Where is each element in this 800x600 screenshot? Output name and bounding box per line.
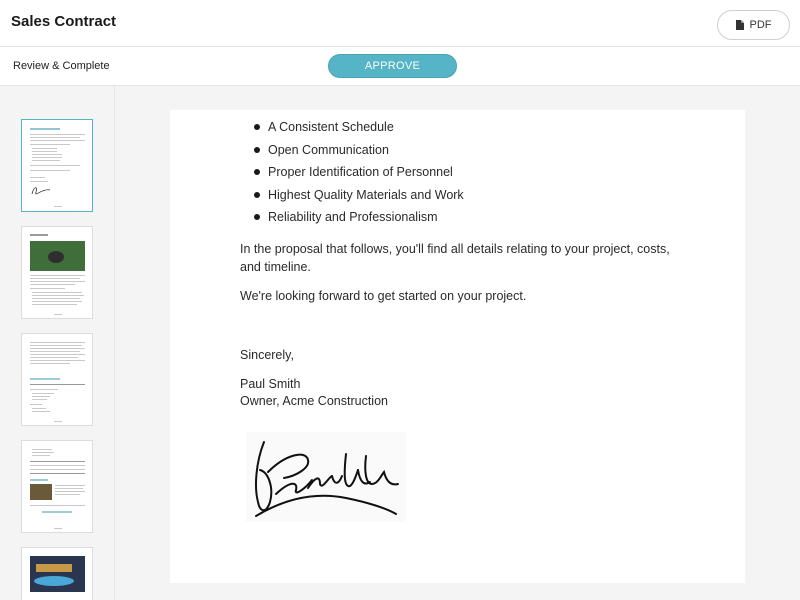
step-label: Review & Complete xyxy=(13,60,110,72)
list-item: Highest Quality Materials and Work xyxy=(240,184,464,207)
list-item: A Consistent Schedule xyxy=(240,116,464,139)
document-viewer[interactable] xyxy=(115,86,800,600)
page-thumbnail-1[interactable] xyxy=(21,119,93,212)
signature-thumbnail-icon xyxy=(30,184,52,196)
list-item: Open Communication xyxy=(240,139,464,162)
approve-button[interactable]: APPROVE xyxy=(328,54,457,78)
commitments-list xyxy=(240,116,464,229)
page-thumbnail-5[interactable] xyxy=(21,547,93,600)
signer-name: Paul Smith xyxy=(240,377,301,391)
document-icon xyxy=(736,20,744,30)
page-thumbnail-2[interactable] xyxy=(21,226,93,319)
intro-paragraph: In the proposal that follows, you'll find all details relating to your project, costs, and timeline. xyxy=(240,242,670,274)
list-item: Reliability and Professionalism xyxy=(240,206,464,229)
document-page xyxy=(170,110,745,583)
pdf-button[interactable] xyxy=(717,10,790,40)
page-thumbnail-4[interactable] xyxy=(21,440,93,533)
action-bar xyxy=(0,47,800,86)
list-item: Proper Identification of Personnel xyxy=(240,161,464,184)
signature-image xyxy=(246,432,406,522)
signer-title: Owner, Acme Construction xyxy=(240,394,388,408)
page-thumbnail-3[interactable] xyxy=(21,333,93,426)
page-title: Sales Contract xyxy=(11,13,117,30)
sign-off: Sincerely, xyxy=(240,348,294,362)
closing-paragraph: We're looking forward to get started on your project. xyxy=(240,289,527,303)
page-thumbnails-sidebar[interactable] xyxy=(0,86,115,600)
pdf-button-label: PDF xyxy=(749,19,772,31)
top-bar xyxy=(0,0,800,47)
